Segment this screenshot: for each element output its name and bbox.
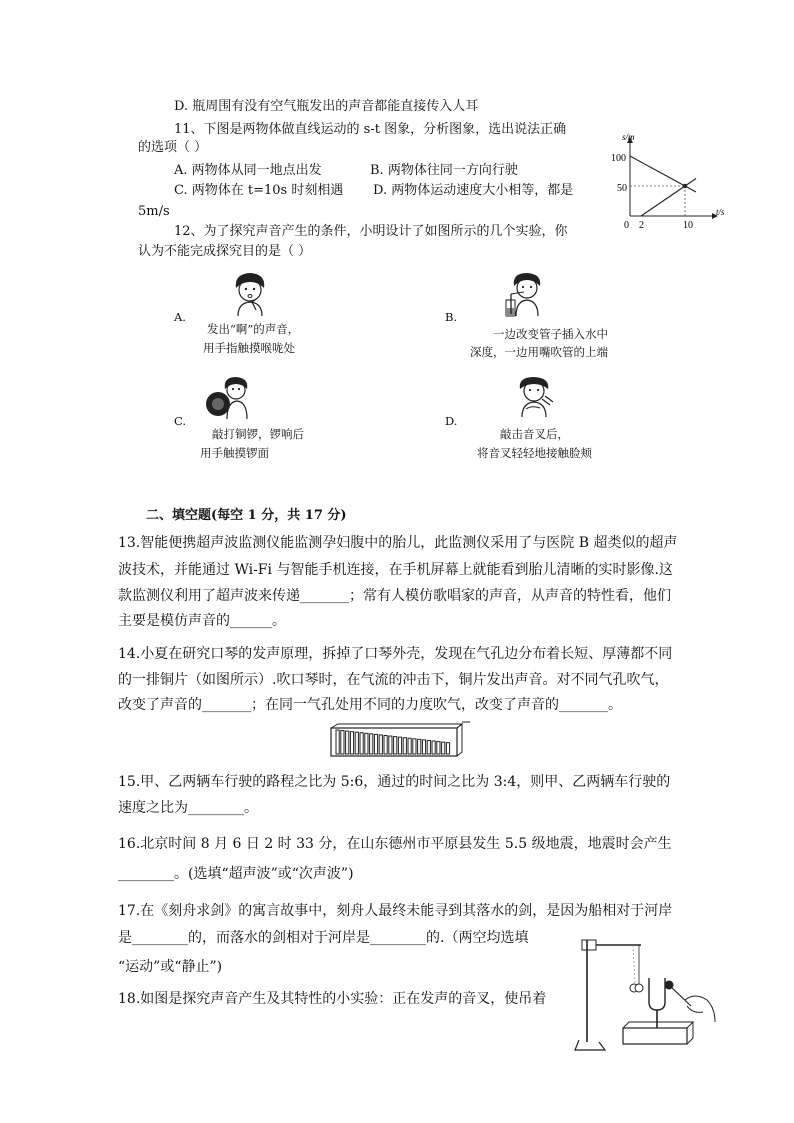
q17-line3: “运动”或“静止”) xyxy=(118,959,223,975)
q10-option-d: D. 瓶周围有没有空气瓶发出的声音都能直接传入人耳 xyxy=(174,99,479,114)
harmonica-reed xyxy=(336,730,339,754)
s-t-chart xyxy=(595,128,735,236)
q11-option-c: C. 两物体在 t=10s 时刻相遇 xyxy=(174,183,344,198)
harmonica-reed xyxy=(442,742,445,754)
q12-option-a-line1: 发出“啊”的声音， xyxy=(207,322,300,336)
child-blowing-tube-illustration xyxy=(500,270,546,320)
section-title: 二、填空题(每空 1 分，共 17 分) xyxy=(146,508,347,523)
harmonica-reed xyxy=(355,732,358,754)
q14-line2: 的一排铜片（如图所示）.吹口琴时，在气流的冲击下，铜片发出声音。对不同气孔吹气， xyxy=(118,672,669,688)
q18-line1: 18.如图是探究声音产生及其特性的小实验：正在发声的音叉，使吊着 xyxy=(118,991,547,1007)
harmonica-reed xyxy=(413,739,416,754)
q17-line2: 是________的，而落水的剑相对于河岸是________的.（两空均选填 xyxy=(118,930,529,946)
harmonica-reed xyxy=(408,738,411,754)
q12-option-b-letter: B. xyxy=(445,310,458,324)
q13-line2: 波技术，并能通过 Wi-Fi 与智能手机连接，在手机屏幕上就能看到胎儿清晰的实时影像.这 xyxy=(118,562,673,578)
q12-option-a-line2: 用手指触摸喉咙处 xyxy=(203,341,295,355)
harmonica-reed xyxy=(389,736,392,754)
harmonica-reed xyxy=(427,740,430,754)
harmonica-reed xyxy=(360,733,363,754)
x-tick-2: 2 xyxy=(639,220,644,231)
q13-line1: 13.智能便携超声波监测仪能监测孕妇腹中的胎儿，此监测仪采用了与医院 B 超类似的超声 xyxy=(118,535,678,551)
q12-stem-line1: 12、为了探究声音产生的条件，小明设计了如图所示的几个实验，你 xyxy=(174,224,568,239)
q12-option-c-letter: C. xyxy=(174,414,187,428)
q12-option-b-line2: 深度，一边用嘴吹管的上端 xyxy=(470,345,608,359)
child-touching-throat-illustration xyxy=(228,270,272,318)
q11-option-d-part2: 5m/s xyxy=(138,204,170,219)
q11-stem-line1: 11、下图是两物体做直线运动的 s-t 图象，分析图象，选出说法正确 xyxy=(174,122,567,137)
q13-line4: 主要是模仿声音的______。 xyxy=(118,613,286,629)
q12-option-a-letter: A. xyxy=(174,310,186,324)
q12-option-c-line1: 敲打铜锣，锣响后 xyxy=(212,427,304,441)
harmonica-reed xyxy=(394,737,397,754)
harmonica-reed xyxy=(346,731,349,754)
harmonica-reed xyxy=(422,740,425,754)
harmonica-reed xyxy=(365,733,368,754)
harmonica-reed xyxy=(403,738,406,754)
q15-line1: 15.甲、乙两辆车行驶的路程之比为 5:6，通过的时间之比为 3:4，则甲、乙两辆车行驶的 xyxy=(118,774,671,790)
q12-option-b-line1: 一边改变管子插入水中 xyxy=(493,327,608,341)
q16-line2: ________。(选填“超声波”或“次声波”) xyxy=(118,866,354,882)
harmonica-reed xyxy=(398,737,401,754)
q11-option-d-part1: D. 两物体运动速度大小相等，都是 xyxy=(373,183,574,198)
y-axis-label: s/m xyxy=(622,132,635,142)
tuning-fork-pendulum-apparatus xyxy=(565,930,725,1058)
q16-line1: 16.北京时间 8 月 6 日 2 时 33 分，在山东德州市平原县发生 5.5 级地震，地震时会产生 xyxy=(118,836,672,852)
q11-option-a: A. 两物体从同一地点出发 xyxy=(174,163,322,178)
q12-option-d-letter: D. xyxy=(445,414,458,428)
child-with-tuning-fork-illustration xyxy=(512,375,560,419)
harmonica-reed xyxy=(350,732,353,754)
q15-line2: 速度之比为________。 xyxy=(118,800,258,816)
harmonica-reed xyxy=(384,736,387,755)
q11-stem-line2: 的选项（ ） xyxy=(138,140,208,155)
q17-line1: 17.在《刻舟求剑》的寓言故事中，刻舟人最终未能寻到其落水的剑，是因为船相对于河岸 xyxy=(118,903,673,919)
harmonica-reed xyxy=(374,734,377,754)
harmonica-reed xyxy=(418,739,421,754)
harmonica-reed xyxy=(341,731,344,754)
q12-option-c-line2: 用手触摸锣面 xyxy=(200,446,269,460)
q12-stem-line2: 认为不能完成探究目的是（ ） xyxy=(138,244,312,259)
harmonica-reed xyxy=(437,742,440,754)
x-axis-label: t/s xyxy=(716,207,725,217)
harmonica-reed xyxy=(379,735,382,754)
harmonica-reed xyxy=(446,743,449,754)
q14-line3: 改变了声音的_______；在同一气孔处用不同的力度吹气，改变了声音的_______。 xyxy=(118,697,622,713)
origin-label: 0 xyxy=(624,220,629,231)
y-tick-100: 100 xyxy=(611,153,626,164)
x-tick-10: 10 xyxy=(683,220,693,231)
harmonica-reed xyxy=(370,734,373,754)
child-with-gong-illustration xyxy=(203,375,255,421)
harmonica-reeds-illustration xyxy=(328,718,473,760)
q11-option-b: B. 两物体往同一方向行驶 xyxy=(370,163,518,178)
series-line-yi xyxy=(641,179,696,217)
q12-option-d-line2: 将音叉轻轻地接触脸颊 xyxy=(477,446,592,460)
y-tick-50: 50 xyxy=(617,183,627,194)
intersection-point xyxy=(683,184,687,188)
q12-option-d-line1: 敲击音叉后， xyxy=(500,427,569,441)
q13-line3: 款监测仪利用了超声波来传递_______；常有人模仿歌唱家的声音，从声音的特性看，他们 xyxy=(118,588,671,604)
harmonica-reed xyxy=(432,741,435,754)
q14-line1: 14.小夏在研究口琴的发声原理，拆掉了口琴外壳，发现在气孔边分布着长短、厚薄都不同 xyxy=(118,646,673,662)
